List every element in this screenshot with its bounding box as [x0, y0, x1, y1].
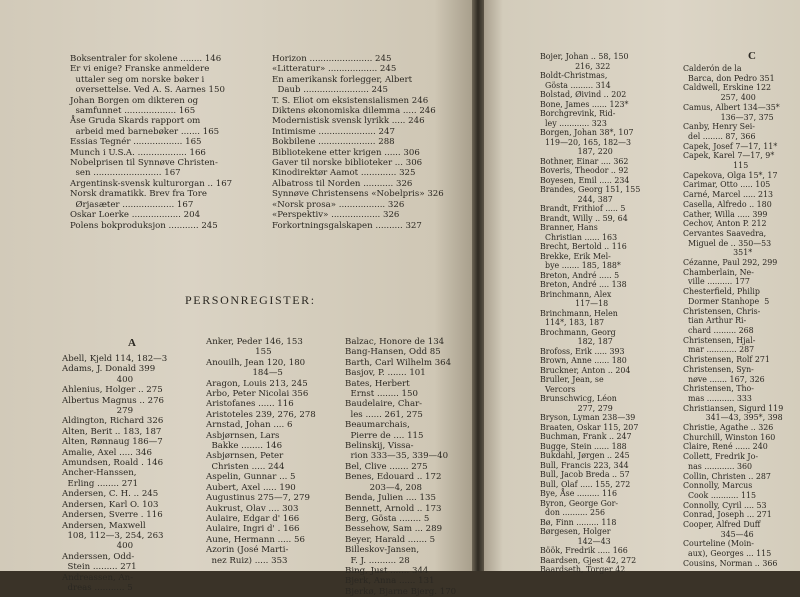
index-entry: Billeskov-Jansen, — [345, 545, 420, 556]
index-entry: Bang-Hansen, Odd 85 — [345, 347, 441, 358]
index-entry: Cechov, Anton P. 212 — [683, 219, 767, 229]
index-entry: Bibliotekene etter krigen ...... 306 — [272, 147, 420, 158]
index-entry: ville .......... 177 — [683, 277, 750, 287]
index-entry: Brecht, Bertold .. 116 — [540, 242, 627, 251]
index-entry: 119—20, 165, 182—3 — [540, 137, 632, 147]
index-entry: Andreassen, An- — [62, 572, 134, 583]
index-entry: les ...... 261, 275 — [345, 409, 423, 420]
index-entry: Gösta ......... 314 — [540, 80, 611, 90]
index-entry: Carné, Marcel ..... 213 — [683, 190, 774, 200]
index-entry: Kinodirektør Aamot ............. 325 — [272, 168, 416, 179]
index-entry: Asbjørnsen, Peter — [206, 451, 284, 462]
index-entry: Berg, Gösta ........ 5 — [345, 513, 430, 524]
index-entry: Azorin (José Marti- — [206, 545, 289, 556]
right-page — [484, 0, 800, 574]
index-entry: Bokbilene ..................... 288 — [272, 137, 395, 148]
index-entry: tian Arthur Ri- — [683, 316, 747, 326]
index-entry: Buchman, Frank .. 247 — [540, 432, 632, 441]
index-entry: Bates, Herbert — [345, 378, 410, 389]
index-entry: Camus, Albert 134—35* — [683, 102, 780, 112]
index-entry: Baardseth, Torger 42 — [540, 565, 626, 574]
index-entry: Miguel de .. 350—53 — [683, 238, 772, 248]
index-entry: Caldwell, Erskine 122 — [683, 83, 772, 93]
index-entry: Nobelprisen til Synnøve Christen- — [70, 158, 218, 169]
index-entry: Connolly, Cyril .... 53 — [683, 500, 767, 510]
index-entry: Boveris, Theodor .. 92 — [540, 166, 629, 175]
index-entry: Pierre de .... 115 — [345, 430, 424, 441]
index-entry: Cooper, Alfred Duff — [683, 520, 761, 530]
index-entry: Aukrust, Olav .... 303 — [206, 503, 299, 514]
index-entry: Bugge, Stein ...... 188 — [540, 441, 627, 451]
index-entry: chard ......... 268 — [683, 325, 754, 335]
index-entry: Dormer Stanhope 5 — [683, 296, 770, 306]
index-entry: 400 — [62, 541, 134, 552]
index-entry: 155 — [206, 347, 272, 358]
index-entry: Bojer, Johan .. 58, 150 — [540, 52, 629, 61]
index-entry: 341—43, 395*, 398 — [683, 413, 783, 423]
toc-column-right — [272, 54, 444, 231]
index-entry: F. J. .......... 28 — [345, 555, 410, 566]
index-entry: Anderssen, Odd- — [62, 551, 135, 562]
index-entry: Casella, Alfredo .. 180 — [683, 199, 772, 209]
index-entry: Andersen, Sverre . 116 — [62, 510, 163, 521]
section-heading: PERSONREGISTER: — [185, 293, 316, 307]
index-entry: Bye, Åse ......... 116 — [540, 489, 618, 498]
index-entry: «Norsk prosa» ................. 326 — [272, 199, 405, 210]
index-entry: Christie, Agathe .. 326 — [683, 423, 774, 433]
index-entry: Capek, Josef 7—17, 11* — [683, 141, 778, 151]
index-entry: aux), Georges ... 115 — [683, 549, 772, 559]
index-entry: rion 333—35, 339—40 — [345, 451, 449, 462]
index-entry: «Litteratur» .................. 245 — [272, 64, 397, 75]
index-entry: Er vi enige? Franske anmeldere — [70, 64, 210, 75]
index-entry: Aulaire, Edgar d' 166 — [206, 513, 300, 524]
index-entry: Braaten, Oskar 115, 207 — [540, 422, 639, 432]
index-entry: Christiansen, Sigurd 119 — [683, 403, 784, 413]
index-entry: Arnstad, Johan .... 6 — [206, 420, 293, 431]
index-entry: Christian ...... 163 — [540, 232, 618, 242]
index-entry: Bennett, Arnold .. 173 — [345, 503, 442, 514]
index-entry: Collett, Fredrik Jo- — [683, 452, 758, 462]
index-entry: En amerikansk forlegger, Albert — [272, 74, 413, 85]
index-entry: Diktens økonomiska dilemma ..... 246 — [272, 106, 436, 117]
index-entry: bye ....... 185, 188* — [540, 261, 621, 270]
index-entry: Bothner, Einar .... 362 — [540, 156, 629, 166]
index-entry: Brandes, Georg 151, 155 — [540, 185, 641, 194]
index-entry: Boldt-Christmas, — [540, 71, 608, 80]
index-entry: Stein ......... 271 — [62, 562, 137, 573]
index-entry: Barca, don Pedro 351 — [683, 73, 775, 83]
index-entry: don .......... 256 — [540, 508, 606, 517]
index-entry: Ernst ........ 150 — [345, 389, 418, 400]
index-entry: Baardsen, Gjest 42, 272 — [540, 555, 637, 565]
index-entry: Brandt, Willy .. 59, 64 — [540, 213, 628, 223]
index-entry: Carimar, Otto ..... 105 — [683, 180, 771, 190]
index-entry: Ørjasæter ................... 167 — [70, 199, 194, 210]
letter-heading-c: C — [748, 50, 756, 62]
index-entry: ley ............ 323 — [540, 118, 607, 128]
index-entry: 182, 187 — [540, 337, 613, 346]
index-entry: Boksentraler for skolene ........ 146 — [70, 54, 222, 64]
index-entry: Canby, Henry Sei- — [683, 122, 755, 132]
index-entry: Intimisme ..................... 247 — [272, 126, 395, 137]
index-entry: mas ........... 333 — [683, 393, 752, 403]
index-entry: Norsk dramatikk. Brev fra Tore — [70, 189, 207, 200]
index-entry: 114*, 183, 187 — [540, 318, 605, 327]
index-entry: Aune, Hermann ..... 56 — [206, 534, 305, 545]
letter-heading-a: A — [128, 337, 136, 349]
index-entry: Albatross til Norden ........... 326 — [272, 178, 413, 189]
index-entry: Adams, J. Donald 399 — [62, 364, 156, 375]
index-entry: 279 — [62, 406, 134, 417]
index-entry: Collin, Christen .. 287 — [683, 471, 771, 481]
index-entry: Vercors — [540, 384, 576, 394]
index-entry: Åse Gruda Skards rapport om — [70, 116, 201, 127]
index-entry: Synnøve Christensens «Nobelpris» 326 — [272, 189, 444, 200]
index-entry: Polens bokproduksjon ........... 245 — [70, 220, 218, 231]
index-entry: 187, 220 — [540, 147, 613, 156]
index-entry: Claire, René ...... 240 — [683, 442, 768, 452]
index-entry: 184—5 — [206, 368, 283, 379]
index-entry: Modernistisk svensk lyrikk ..... 246 — [272, 116, 425, 127]
index-column-1 — [62, 354, 167, 593]
index-entry: Boyesen, Emil ..... 234 — [540, 175, 630, 185]
index-entry: 142—43 — [540, 536, 611, 546]
index-entry: Chesterfield, Philip — [683, 287, 760, 297]
index-entry: Bukdahl, Jørgen .. 245 — [540, 451, 630, 460]
index-entry: Capekova, Olga 15*, 17 — [683, 170, 778, 180]
index-entry: Bing, Just ....... 344 — [345, 565, 429, 576]
index-entry: uttaler seg om norske bøker i — [70, 74, 205, 85]
index-entry: Aragon, Louis 213, 245 — [206, 378, 308, 389]
index-entry: Chamberlain, Ne- — [683, 267, 754, 277]
index-entry: Capek, Karel 7—17, 9* — [683, 151, 775, 161]
index-entry: Oskar Loerke .................. 204 — [70, 210, 201, 221]
index-entry: Bolstad, Øivind .. 202 — [540, 90, 627, 99]
index-entry: Asbjørnsen, Lars — [206, 430, 280, 441]
index-entry: arbeid med barnebøker ....... 165 — [70, 126, 220, 137]
index-entry: Aubert, Axel ..... 190 — [206, 482, 296, 493]
index-entry: «Perspektiv» .................. 326 — [272, 210, 400, 221]
index-entry: Branner, Hans — [540, 223, 598, 232]
book-gutter — [472, 0, 484, 571]
index-entry: 244, 387 — [540, 194, 613, 204]
index-entry: 203—4, 208 — [345, 482, 422, 493]
index-entry: Benda, Julien .... 135 — [345, 493, 436, 504]
index-entry: Bryson, Lyman 238—39 — [540, 413, 636, 422]
index-entry: Horizon ....................... 245 — [272, 54, 392, 64]
index-entry: Børgesen, Holger — [540, 527, 611, 536]
index-entry: Aristoteles 239, 276, 278 — [206, 409, 316, 420]
index-entry: nez Ruiz) ..... 353 — [206, 555, 288, 566]
index-entry: Bakke ........ 146 — [206, 441, 283, 452]
index-entry: Johan Borgen om dikteren og — [70, 95, 199, 106]
index-entry: Bessehow, Sam ... 289 — [345, 524, 443, 535]
index-entry: Bruller, Jean, se — [540, 375, 604, 384]
index-entry: Augustinus 275—7, 279 — [206, 493, 310, 504]
index-entry: Arbo, Peter Nicolai 356 — [206, 389, 309, 400]
index-entry: Bø, Finn ......... 118 — [540, 517, 617, 527]
index-entry: 216, 322 — [540, 61, 611, 71]
index-entry: Munch i U.S.A. .................. 166 — [70, 147, 206, 158]
index-entry: Calderón de la — [683, 64, 742, 73]
index-entry: Cook ........... 115 — [683, 490, 757, 500]
index-entry: Daub ........................ 245 — [272, 85, 388, 96]
index-entry: Cousins, Norman .. 366 — [683, 558, 778, 568]
index-entry: Cézanne, Paul 292, 299 — [683, 258, 778, 268]
index-entry: Breton, André ..... 5 — [540, 270, 620, 280]
index-entry: oversettelse. Ved A. S. Aarnes 150 — [70, 85, 225, 96]
index-entry: nøve ....... 167, 326 — [683, 374, 765, 384]
index-entry: Belinskij, Vissa- — [345, 441, 414, 452]
index-entry: Abell, Kjeld 114, 182—3 — [62, 354, 168, 364]
index-entry: Brinchmann, Helen — [540, 308, 618, 318]
index-entry: Benes, Edouard .. 172 — [345, 472, 442, 483]
index-entry: Christensen, Hjal- — [683, 335, 756, 345]
index-entry: 136—37, 375 — [683, 112, 774, 122]
index-entry: samfunnet ................... 165 — [70, 106, 196, 117]
index-column-3 — [345, 337, 456, 597]
index-entry: Brandt, Frithiof ..... 5 — [540, 204, 626, 213]
index-entry: Erling ........ 271 — [62, 478, 139, 489]
index-entry: Bull, Olaf ..... 155, 272 — [540, 479, 631, 489]
index-entry: Churchill, Winston 160 — [683, 432, 776, 442]
index-entry: Courteline (Moin- — [683, 539, 754, 549]
index-entry: Forkortningsgalskapen .......... 327 — [272, 220, 422, 231]
index-entry: Gaver til norske biblioteker ... 306 — [272, 158, 423, 169]
index-entry: Alten, Rønnaug 186—7 — [62, 437, 163, 448]
index-entry: Bull, Jacob Breda .. 57 — [540, 470, 630, 479]
index-entry: Bjerkø, Bjarne Bjerg. 170 — [345, 586, 457, 597]
index-entry: Aldington, Richard 326 — [62, 416, 164, 427]
index-entry: Christen ..... 244 — [206, 461, 285, 472]
index-entry: sen ......................... 167 — [70, 168, 181, 179]
index-entry: Borgen, Johan 38*, 107 — [540, 128, 634, 137]
index-entry: Bruckner, Anton .. 204 — [540, 365, 631, 375]
index-entry: Balzac, Honore de 134 — [345, 337, 445, 347]
index-entry: Aspelin, Gunnar ... 5 — [206, 472, 296, 483]
index-column-5 — [683, 64, 783, 569]
index-entry: Basjov, P. ....... 101 — [345, 368, 426, 379]
index-entry: Conrad, Joseph ... 271 — [683, 510, 772, 520]
index-entry: Breton, André .... 138 — [540, 280, 627, 289]
index-entry: Andersen, C. H. .. 245 — [62, 489, 159, 500]
index-entry: Bone, James ...... 123* — [540, 99, 629, 109]
index-entry: Argentinsk-svensk kulturorgan .. 167 — [70, 178, 233, 189]
index-entry: Christensen, Chris- — [683, 306, 761, 316]
index-entry: Connolly, Marcus — [683, 481, 753, 491]
index-entry: 257, 400 — [683, 93, 756, 103]
index-entry: Amundsen, Roald . 146 — [62, 458, 164, 469]
index-entry: Anker, Peder 146, 153 — [206, 337, 303, 347]
index-entry: Ancher-Hanssen, — [62, 468, 137, 479]
index-entry: Cervantes Saavedra, — [683, 228, 767, 238]
index-entry: Borchgrevink, Rid- — [540, 109, 616, 118]
index-entry: Brochmann, Georg — [540, 327, 616, 337]
index-entry: Andersen, Karl O. 103 — [62, 499, 159, 510]
index-entry: Christensen, Syn- — [683, 364, 754, 374]
index-entry: 115 — [683, 161, 749, 171]
index-entry: mar ............ 287 — [683, 345, 755, 355]
index-entry: Brown, Anne ...... 180 — [540, 356, 627, 365]
index-entry: Aristofanes ...... 116 — [206, 399, 294, 410]
index-entry: Bjerk, Anna ...... 131 — [345, 576, 435, 587]
index-entry: Ahlenius, Holger .. 275 — [62, 385, 163, 396]
index-entry: 277, 279 — [540, 403, 613, 413]
index-entry: Brekke, Erik Mel- — [540, 251, 611, 261]
index-entry: Christensen, Rolf 271 — [683, 355, 770, 365]
index-entry: del ........ 87, 366 — [683, 131, 756, 141]
index-entry: 345—46 — [683, 529, 754, 539]
index-entry: 400 — [62, 374, 134, 385]
index-entry: Byron, George Gor- — [540, 498, 619, 508]
index-entry: 351* — [683, 248, 753, 258]
index-entry: Essias Tegnér .................. 165 — [70, 137, 202, 148]
toc-column-left — [70, 54, 232, 231]
index-entry: nas ............ 360 — [683, 461, 753, 471]
index-entry: Brunschwicg, Léon — [540, 394, 617, 403]
index-entry: Baudelaire, Char- — [345, 399, 423, 410]
index-entry: Barth, Carl Wilhelm 364 — [345, 357, 452, 368]
index-entry: Andersen, Maxwell — [62, 520, 146, 531]
index-column-2 — [206, 337, 316, 566]
index-entry: 108, 112—3, 254, 263 — [62, 530, 164, 541]
index-entry: Beaumarchais, — [345, 420, 410, 431]
index-entry: Amalie, Axel ..... 346 — [62, 447, 152, 458]
index-entry: Brofoss, Erik ..... 393 — [540, 346, 625, 356]
index-entry: Bel, Clive ....... 275 — [345, 461, 428, 472]
index-entry: 117—18 — [540, 299, 609, 308]
index-entry: T. S. Eliot om eksistensialismen 246 — [272, 95, 429, 106]
index-entry: Alten, Berit .. 183, 187 — [62, 426, 162, 437]
index-entry: Cather, Willa ..... 399 — [683, 209, 768, 219]
index-column-4 — [540, 52, 640, 575]
index-entry: Böök, Fredrik ..... 166 — [540, 546, 628, 555]
index-entry: Anouilh, Jean 120, 180 — [206, 357, 306, 368]
index-entry: Brinchmann, Alex — [540, 289, 612, 299]
index-entry: Albertus Magnus .. 276 — [62, 395, 165, 406]
index-entry: Christensen, Tho- — [683, 384, 754, 394]
index-entry: Beyer, Harald ....... 5 — [345, 534, 436, 545]
index-entry: Bull, Francis 223, 344 — [540, 460, 629, 470]
index-entry: Aulaire, Ingri d' . 166 — [206, 524, 300, 535]
index-entry: dreas ........... 5 — [62, 582, 133, 593]
